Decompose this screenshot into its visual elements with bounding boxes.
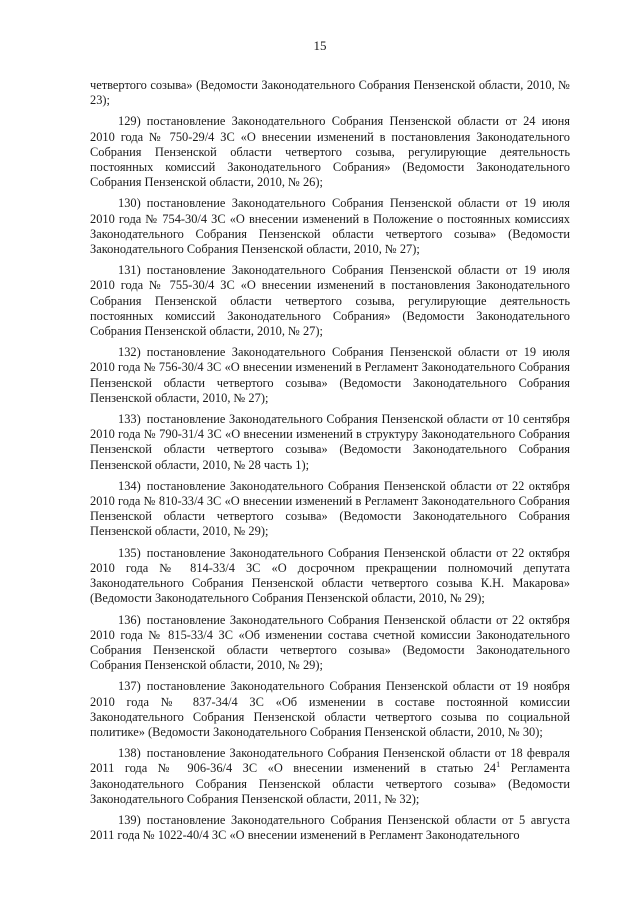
item-number: 133) (118, 412, 141, 427)
list-item-132 (90, 345, 570, 406)
item-number: 139) (118, 812, 141, 827)
item-number: 132) (118, 345, 141, 360)
item-number: 131) (118, 263, 141, 278)
item-number: 130) (118, 196, 141, 211)
list-item-130 (90, 196, 570, 257)
document-body (90, 78, 570, 849)
list-item-129 (90, 114, 570, 190)
item-text-before-superscript: постановление Законодательного Собрания Пензенской области от 18 февраля 2011 года № 906-36/4 ЗС «О внесении изменений в статью 24 (90, 746, 570, 776)
item-text: постановление Законодательного Собрания Пензенской области от 10 сентября 2010 года № 790-31/4 ЗС «О внесении изменений в структуру Законодательного Собрания Пензенской области четвертого созыва» (Ведомости Законодательного Собрания Пензенской области, 2010, № 28 часть 1); (90, 412, 570, 472)
superscript-one: 1 (496, 760, 501, 770)
item-number: 138) (118, 746, 141, 761)
list-item-136 (90, 613, 570, 674)
list-item-137 (90, 679, 570, 740)
item-number: 134) (118, 478, 141, 493)
item-text: постановление Законодательного Собрания Пензенской области от 19 ноября 2010 года № 837-34/4 ЗС «Об изменении в составе постоянной комиссии Законодательного Собрания Пензенской области четвертого созыва по социальной политике» (Ведомости Законодательного Собрания Пензенской области, 2010, № 30); (90, 679, 570, 739)
item-text-after-superscript: Регламента Законодательного Собрания Пензенской области четвертого созыва» (Ведомости Законодательного Собрания Пензенской области, 2011, № 32); (90, 761, 571, 806)
item-number: 135) (118, 545, 141, 560)
item-text: постановление Законодательного Собрания Пензенской области от 22 октября 2010 года № 810-33/4 ЗС «О внесении изменений в Регламент Законодательного Собрания Пензенской области четвертого созыва» (Ведомости Законодательного Собрания Пензенской области, 2010, № 29); (90, 478, 570, 539)
item-number: 137) (118, 679, 141, 694)
list-item-139 (90, 813, 570, 843)
item-number: 136) (118, 612, 141, 627)
item-text: постановление Законодательного Собрания Пензенской области от 19 июля 2010 года № 754-30/4 ЗС «О внесении изменений в Положение о постоянных комиссиях Законодательного Собрания Пензенской области четвертого созыва» (Ведомости Законодательного Собрания Пензенской области, 2010, № 27); (90, 196, 570, 257)
list-item-134 (90, 479, 570, 540)
continuation-paragraph: четвертого созыва» (Ведомости Законодательного Собрания Пензенской области, 2010, № 23); (90, 78, 570, 108)
list-item-133 (90, 412, 570, 473)
item-text: постановление Законодательного Собрания Пензенской области от 22 октября 2010 года № 814-33/4 ЗС «О досрочном прекращении полномочий депутата Законодательного Собрания Пензенской области четвертого созыва К.Н. Макарова» (Ведомости Законодательного Собрания Пензенской области, 2010, № 29); (90, 545, 570, 606)
item-number: 129) (118, 114, 141, 129)
list-item-138 (90, 746, 570, 807)
item-text: постановление Законодательного Собрания Пензенской области от 19 июля 2010 года № 755-30/4 ЗС «О внесении изменений в постановления Законодательного Собрания Пензенской области четвертого созыва, регулирующие деятельность постоянных комиссий Законодательного Собрания» (Ведомости Законодательного Собрания Пензенской области, 2010, № 27); (90, 263, 570, 339)
list-item-131 (90, 263, 570, 339)
list-item-135 (90, 546, 570, 607)
item-text: постановление Законодательного Собрания Пензенской области от 19 июля 2010 года № 756-30/4 ЗС «О внесении изменений в Регламент Законодательного Собрания Пензенской области четвертого созыва» (Ведомости Законодательного Собрания Пензенской области, 2010, № 27); (90, 345, 570, 405)
page-number: 15 (313, 38, 327, 53)
item-text: постановление Законодательного Собрания Пензенской области от 5 августа 2011 года № 1022-40/4 ЗС «О внесении изменений в Регламент Законодательного (90, 812, 570, 843)
item-text: постановление Законодательного Собрания Пензенской области от 22 октября 2010 года № 815-33/4 ЗС «Об изменении состава счетной комиссии Законодательного Собрания Пензенской области четвертого созыва» (Ведомости Законодательного Собрания Пензенской области, 2010, № 29); (90, 612, 570, 673)
item-text: постановление Законодательного Собрания Пензенской области от 24 июня 2010 года № 750-29/4 ЗС «О внесении изменений в постановления Законодательного Собрания Пензенской области четвертого созыва, регулирующие деятельность постоянных комиссий Законодательного Собрания» (Ведомости Законодательного Собрания Пензенской области, 2010, № 26); (90, 114, 570, 190)
